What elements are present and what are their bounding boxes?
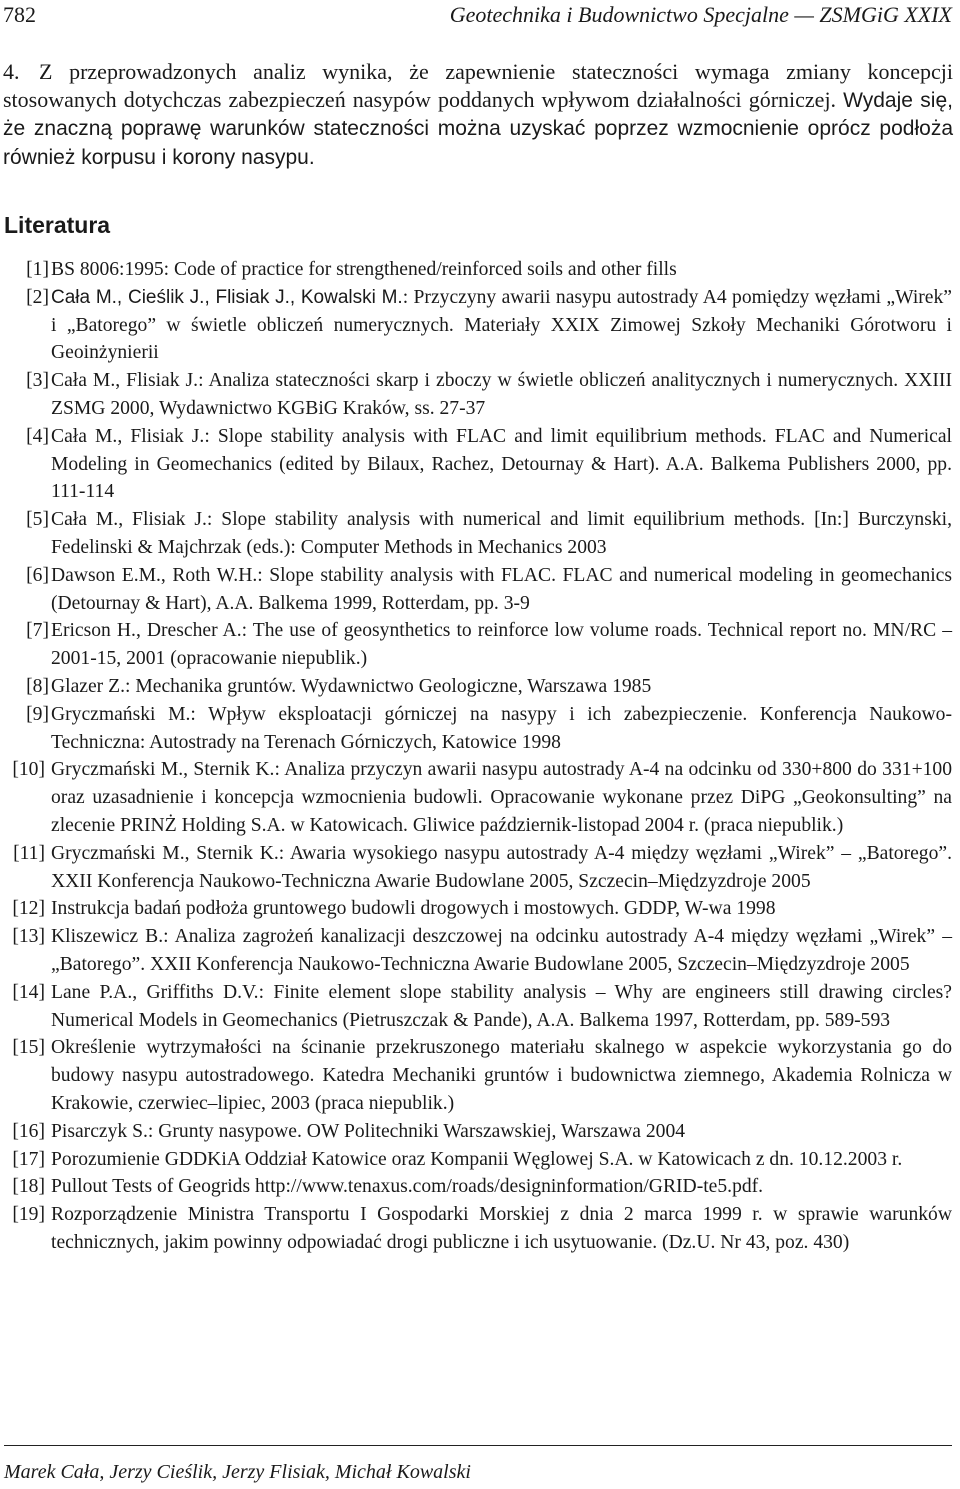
reference-item bbox=[0, 367, 952, 423]
reference-authors: Cała M., Flisiak J. bbox=[51, 370, 199, 392]
reference-text: : Slope stability analysis with FLAC and limit equilibrium methods. FLAC and Numerical Modeling in Geomechanics (edited by Bilaux, Rachez, Detournay & Hart). A.A. Balkema Publishers 2000, pp. 111-114 bbox=[51, 425, 952, 503]
reference-authors: Cała M., Cieślik J., Flisiak J., Kowalski M. bbox=[51, 286, 403, 308]
reference-number: [1] bbox=[26, 259, 49, 280]
reference-text: : Analiza przyczyn awarii nasypu autostrady A-4 na odcinku od 330+800 do 331+100 oraz uzasadnienie i koncepcja wzmocnienia budowli. Opracowanie wykonane przez DiPG „Geokonsulting” na zlecenie PRINŻ Holding S.A. w Katowicach. Gliwice październik-listopad 2004 r. (praca niepublik.) bbox=[51, 759, 953, 836]
reference-authors: Pisarczyk S. bbox=[51, 1120, 148, 1142]
reference-number: [18] bbox=[12, 1176, 45, 1198]
reference-item bbox=[0, 256, 952, 284]
footer-divider bbox=[4, 1445, 952, 1446]
reference-number: [2] bbox=[26, 286, 49, 308]
reference-item bbox=[0, 923, 952, 979]
reference-authors: Cała M., Flisiak J. bbox=[51, 425, 205, 447]
reference-text: : Slope stability analysis with FLAC. FLAC and numerical modeling in geomechanics (Detournay & Hart), A.A. Balkema 1999, Rotterdam, pp. 3-9 bbox=[51, 564, 953, 614]
reference-authors: Cała M., Flisiak J. bbox=[51, 509, 207, 531]
conclusion-text-b: Wydaje się, że znaczną poprawę warunków stateczności można uzyskać poprzez wzmocnienie oprócz podłoża również korpusu i korony nasypu. bbox=[3, 88, 953, 169]
reference-authors: BS 8006:1995: Code of practice for strengthened/reinforced soils and other fills bbox=[51, 259, 677, 280]
reference-item bbox=[0, 284, 952, 367]
reference-authors: Porozumienie GDDKiA Oddział Katowice oraz Kompanii Węglowej S.A. w Katowicach z dn. 10.12.2003 r. bbox=[51, 1148, 903, 1170]
reference-number: [13] bbox=[12, 926, 45, 948]
reference-item bbox=[0, 673, 952, 701]
reference-item bbox=[0, 1201, 952, 1257]
reference-authors: Rozporządzenie Ministra Transportu I Gospodarki Morskiej z dnia 2 marca 1999 r. w sprawie warunków technicznych, jakim powinny odpowiadać drogi publiczne i ich usytuowanie. (Dz.U. Nr 43, poz. 430) bbox=[51, 1204, 952, 1253]
reference-item bbox=[0, 895, 952, 923]
reference-authors: Ericson H., Drescher A. bbox=[51, 620, 242, 642]
reference-number: [5] bbox=[26, 509, 49, 531]
reference-number: [9] bbox=[26, 703, 49, 725]
conclusion-text-a: Z przeprowadzonych analiz wynika, że zapewnienie stateczności wymaga zmiany koncepcji stosowanych dotychczas zabezpieczeń nasypów poddanych wpływom działalności górniczej. bbox=[3, 59, 953, 112]
reference-list bbox=[0, 256, 952, 1257]
conclusion-paragraph bbox=[3, 58, 953, 171]
running-header bbox=[0, 0, 952, 30]
reference-number: [7] bbox=[26, 620, 49, 642]
reference-number: [4] bbox=[26, 425, 49, 447]
reference-number: [11] bbox=[13, 842, 45, 864]
reference-text: : Analiza zagrożeń kanalizacji deszczowej na odcinku autostrady A-4 między węzłami „Wirek” – „Batorego”. XXII Konferencja Naukowo-Techniczna Awarie Budowlane 2005, Szczecin–Międzyzdroje 2005 bbox=[51, 926, 952, 975]
reference-authors: Gryczmański M., Sternik K. bbox=[51, 759, 275, 781]
reference-number: [6] bbox=[26, 564, 49, 586]
reference-authors: Kliszewicz B. bbox=[51, 926, 164, 948]
reference-text: : Grunty nasypowe. OW Politechniki Warszawskiej, Warszawa 2004 bbox=[147, 1120, 686, 1142]
reference-text: : Finite element slope stability analysis – Why are engineers still drawing circles? Numerical Models in Geomechanics (Pietruszczak & Pande), A.A. Balkema 1997, Rotterdam, pp. 589-593 bbox=[51, 981, 952, 1031]
footer-authors: Marek Cała, Jerzy Cieślik, Jerzy Flisiak, Michał Kowalski bbox=[4, 1461, 471, 1483]
reference-text: : Slope stability analysis with numerical and limit equilibrium methods. [In:] Burczynski, Fedelinski & Majchrzak (eds.): Computer Methods in Mechanics 2003 bbox=[51, 509, 952, 558]
reference-item bbox=[0, 1118, 952, 1146]
reference-number: [15] bbox=[12, 1037, 45, 1059]
reference-item bbox=[0, 979, 952, 1035]
reference-item bbox=[0, 1034, 952, 1117]
reference-number: [14] bbox=[12, 981, 45, 1003]
reference-item bbox=[0, 562, 952, 618]
reference-authors: Określenie wytrzymałości na ścinanie przekruszonego materiału skalnego w aspekcie wykorzystania go do budowy nasypu autostradowego. Katedra Mechaniki gruntów i budownictwa ziemnego, Akademia Rolnicza w Krakowie, czerwiec–lipiec, 2003 (praca niepublik.) bbox=[51, 1037, 952, 1114]
reference-text: : Wpływ eksploatacji górniczej na nasypy i ich zabezpieczenie. Konferencja Naukowo-Techniczna: Autostrady na Terenach Górniczych, Katowice 1998 bbox=[51, 703, 952, 753]
reference-authors: Lane P.A., Griffiths D.V. bbox=[51, 981, 259, 1003]
reference-number: [17] bbox=[12, 1148, 45, 1170]
reference-item bbox=[0, 840, 952, 896]
reference-number: [16] bbox=[12, 1120, 45, 1142]
journal-title: Geotechnika i Budownictwo Specjalne — ZSMGiG XXIX bbox=[449, 2, 952, 27]
reference-authors: Dawson E.M., Roth W.H. bbox=[51, 564, 258, 586]
reference-authors: Gryczmański M., Sternik K. bbox=[51, 842, 279, 864]
reference-item bbox=[0, 756, 952, 839]
reference-number: [8] bbox=[26, 675, 49, 697]
reference-text: : Przyczyny awarii nasypu autostrady A4 pomiędzy węzłami „Wirek” i „Batorego” w świetle obliczeń numerycznych. Materiały XXIX Zimowej Szkoły Mechaniki Górotworu i Geoinżynierii bbox=[51, 286, 952, 364]
reference-item bbox=[0, 1173, 952, 1201]
reference-item bbox=[0, 423, 952, 506]
reference-item bbox=[0, 506, 952, 562]
reference-item bbox=[0, 701, 952, 757]
reference-item bbox=[0, 1146, 952, 1174]
reference-text: : Analiza stateczności skarp i zboczy w świetle obliczeń analitycznych i numerycznych. XXIII ZSMG 2000, Wydawnictwo KGBiG Kraków, ss. 27-37 bbox=[51, 370, 952, 419]
reference-text: : Awaria wysokiego nasypu autostrady A-4 między węzłami „Wirek” – „Batorego”. XXII Konferencja Naukowo-Techniczna Awarie Budowlane 2005, Szczecin–Międzyzdroje 2005 bbox=[51, 842, 952, 892]
reference-text: : The use of geosynthetics to reinforce low volume roads. Technical report no. MN/RC – 2001-15, 2001 (opracowanie niepublik.) bbox=[51, 620, 952, 670]
reference-authors: Instrukcja badań podłoża gruntowego budowli drogowych i mostowych. GDDP, W-wa 1998 bbox=[51, 898, 776, 920]
page-number: 782 bbox=[3, 2, 36, 27]
reference-number: [3] bbox=[26, 370, 49, 392]
reference-item bbox=[0, 617, 952, 673]
section-heading: Literatura bbox=[4, 212, 111, 238]
reference-authors: Gryczmański M. bbox=[51, 703, 191, 725]
conclusion-number: 4. bbox=[3, 59, 20, 84]
reference-number: [12] bbox=[12, 898, 45, 920]
reference-authors: Glazer Z. bbox=[51, 675, 125, 697]
reference-number: [19] bbox=[12, 1204, 45, 1226]
reference-text: : Mechanika gruntów. Wydawnictwo Geologiczne, Warszawa 1985 bbox=[124, 675, 652, 697]
reference-authors: Pullout Tests of Geogrids http://www.tenaxus.com/roads/designinformation/GRID-te5.pdf. bbox=[51, 1176, 764, 1198]
reference-number: [10] bbox=[12, 759, 45, 781]
